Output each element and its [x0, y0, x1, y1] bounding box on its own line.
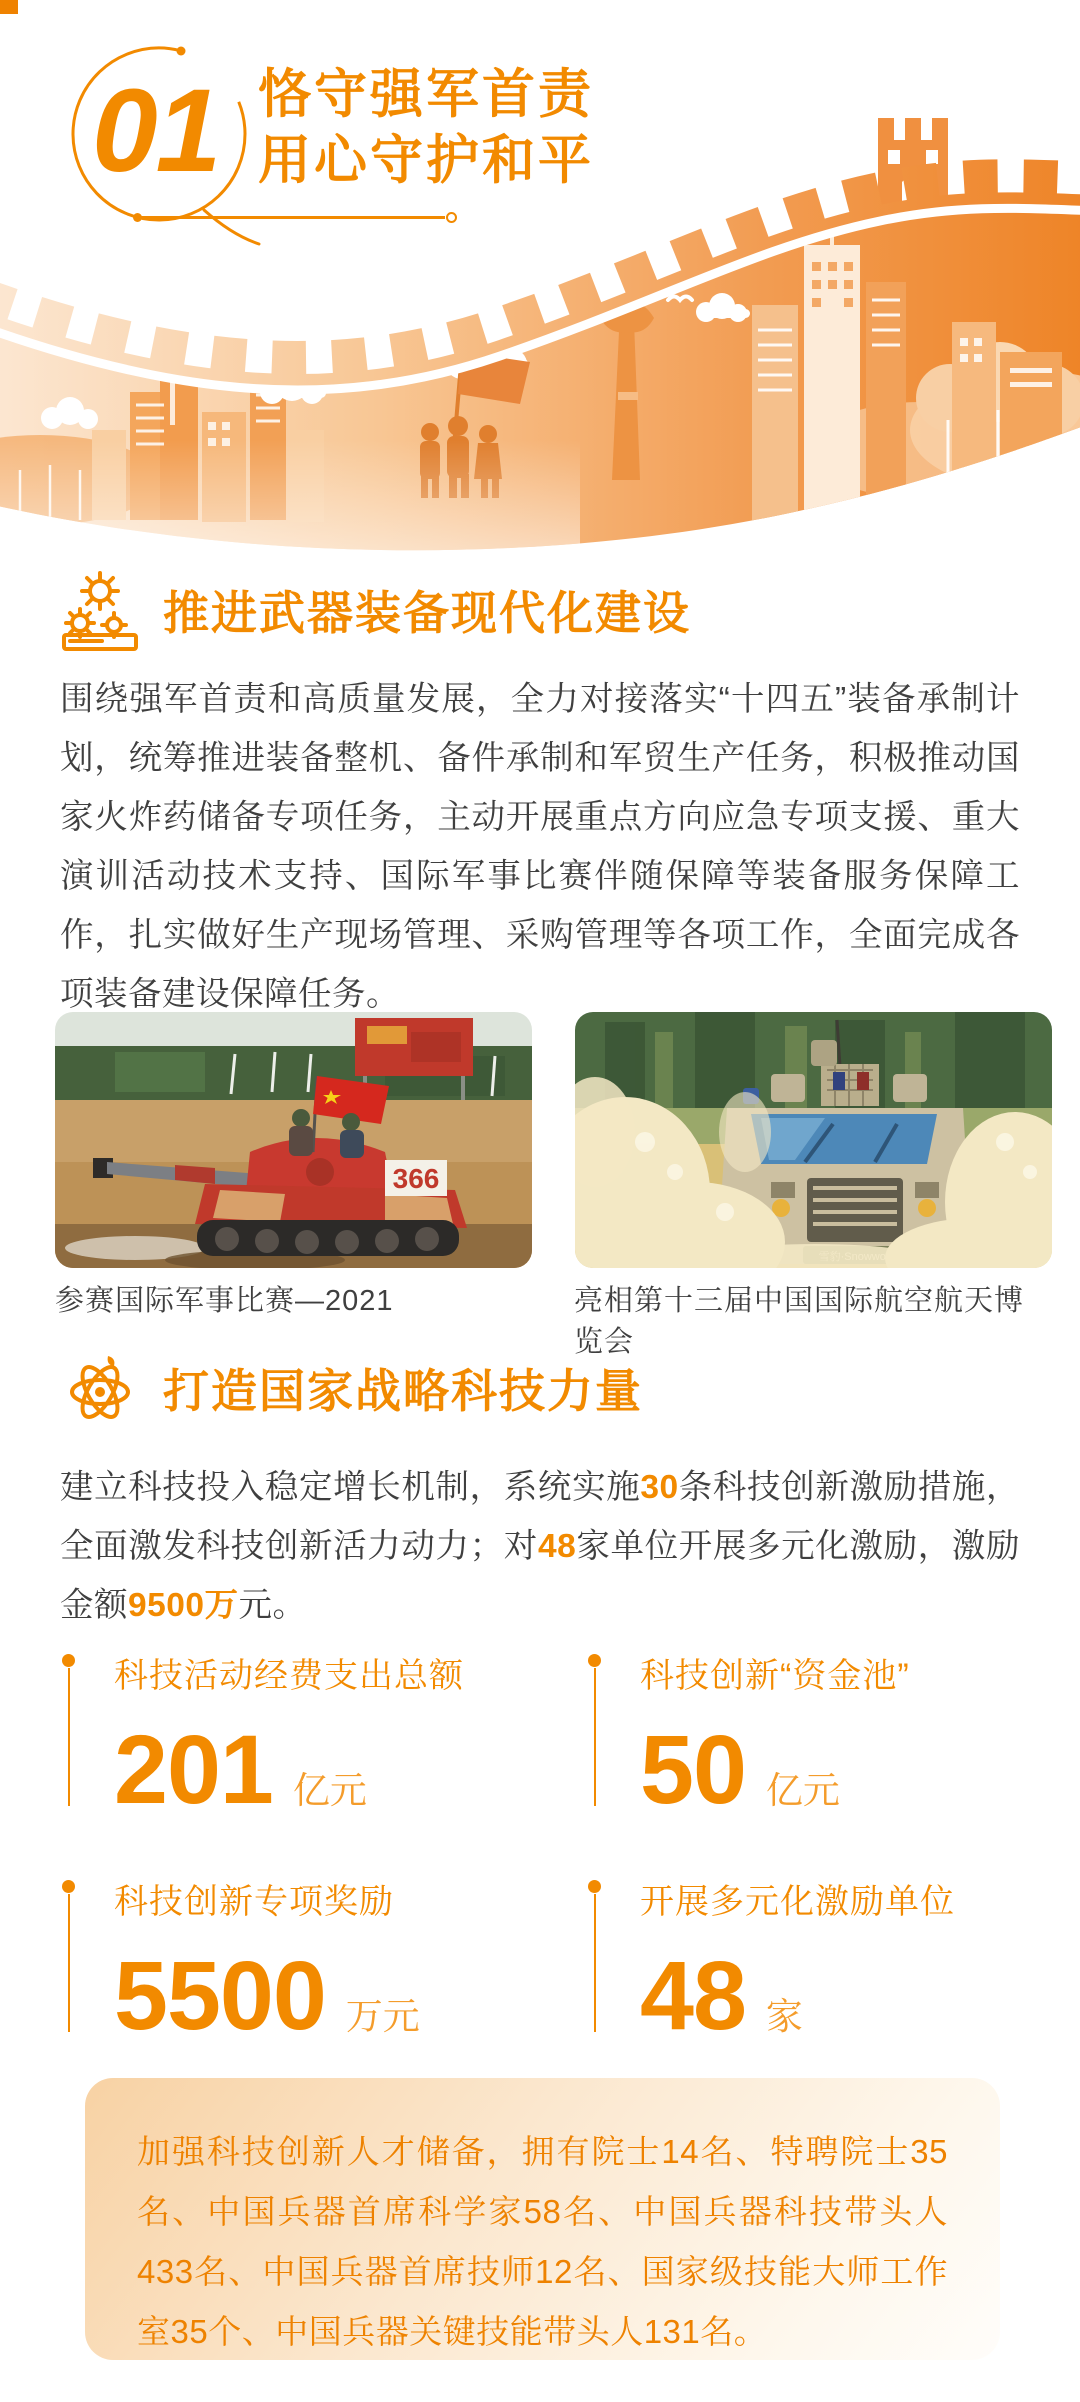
- title-underline: [135, 216, 445, 219]
- stat-rd-expenditure: [62, 1648, 522, 1824]
- para2-highlight-48: 48: [537, 1527, 577, 1565]
- talent-reserve-text: 加强科技创新人才储备，拥有院士14名、特聘院士35名、中国兵器首席科学家58名、中国兵器科技带头人433名、中国兵器首席技师12名、国家级技能大师工作室35个、中国兵器关键技能带头人131名。: [137, 2133, 948, 2350]
- chapter-title-block: [40, 26, 660, 286]
- section2-paragraph: [60, 1458, 1020, 1635]
- section1-heading-text: 推进武器装备现代化建设: [163, 587, 691, 639]
- stat-value: 50: [640, 1715, 746, 1824]
- pin-line: [68, 1894, 70, 2032]
- para2-highlight-9500: 9500万: [128, 1586, 239, 1624]
- tank-photo: [55, 1012, 532, 1268]
- chapter-title-line2: 用心守护和平: [258, 131, 594, 190]
- section1-heading: [55, 566, 691, 654]
- pin-dot-icon: [62, 1654, 75, 1667]
- chapter-title: [258, 62, 594, 194]
- para2-part: 建立科技投入稳定增长机制，系统实施: [60, 1468, 641, 1506]
- underline-ring: [446, 212, 457, 223]
- pin-line: [594, 1668, 596, 1806]
- section1-paragraph: 围绕强军首责和高质量发展，全力对接落实“十四五”装备承制计划，统筹推进装备整机、备件承制和军贸生产任务，积极推动国家火炸药储备专项任务，主动开展重点方向应急专项支援、重大演训活动技术支持、国际军事比赛伴随保障等装备服务保障工作，扎实做好生产现场管理、采购管理等各项工作，全面完成各项装备建设保障任务。: [60, 680, 1020, 1013]
- para2-part: 元。: [238, 1586, 307, 1624]
- tank-number: 366: [392, 1163, 440, 1194]
- section2-heading: [55, 1344, 643, 1432]
- armored-vehicle-photo: [575, 1012, 1052, 1268]
- stat-value: 48: [640, 1941, 746, 2050]
- chapter-number: 01: [92, 65, 220, 197]
- stat-unit: 亿元: [765, 1770, 840, 1811]
- stat-unit: 亿元: [292, 1770, 367, 1811]
- underline-dot: [133, 213, 142, 222]
- section2-heading-text: 打造国家战略科技力量: [163, 1365, 643, 1417]
- stat-label: 科技创新“资金池”: [640, 1657, 910, 1695]
- gears-icon: [55, 566, 145, 654]
- chapter-title-line1: 恪守强军首责: [258, 65, 594, 124]
- para2-part: 家单位开展多元化激励，激励金额: [60, 1527, 1021, 1624]
- pin-dot-icon: [62, 1880, 75, 1893]
- para2-highlight-30: 30: [640, 1468, 679, 1506]
- stat-funding-pool: [588, 1648, 1048, 1824]
- tank-photo-caption: 参赛国际军事比赛—2021: [55, 1285, 394, 1317]
- stat-label: 开展多元化激励单位: [640, 1883, 955, 1921]
- stat-unit: 万元: [345, 1996, 420, 2037]
- vehicle-photo-caption: 亮相第十三届中国国际航空航天博览会: [574, 1285, 1025, 1358]
- pin-line: [68, 1668, 70, 1806]
- stat-label: 科技活动经费支出总额: [114, 1657, 464, 1695]
- atom-icon: [55, 1344, 145, 1432]
- stats-grid: [62, 1648, 1020, 2050]
- photo-row: [55, 1012, 1050, 1268]
- para2-part: 条科技创新激励措施，全面激发科技创新活力动力；对: [60, 1468, 1021, 1565]
- stat-innovation-award: [62, 1874, 522, 2050]
- pin-dot-icon: [588, 1654, 601, 1667]
- stat-value: 201: [114, 1715, 273, 1824]
- stat-incentive-units: [588, 1874, 1048, 2050]
- stat-unit: 家: [765, 1996, 803, 2037]
- stat-label: 科技创新专项奖励: [114, 1883, 394, 1921]
- pin-dot-icon: [588, 1880, 601, 1893]
- pin-line: [594, 1894, 596, 2032]
- stat-value: 5500: [114, 1941, 326, 2050]
- talent-reserve-box: [85, 2078, 1000, 2360]
